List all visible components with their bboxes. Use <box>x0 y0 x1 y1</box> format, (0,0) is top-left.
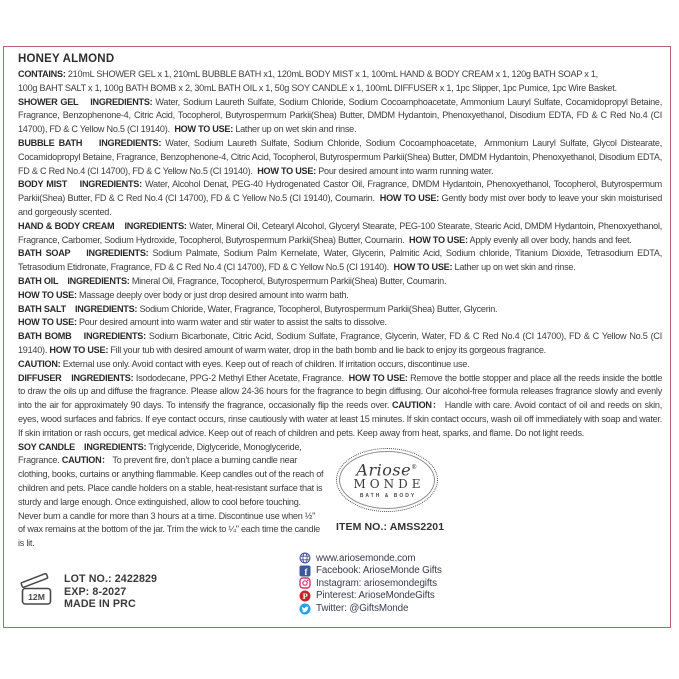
soy-candle-section <box>18 441 324 551</box>
label-section-paragraph: BUBBLE BATH INGREDIENTS: Water, Sodium Laureth Sulfate, Sodium Chloride, Sodium Cocoamphoacetate, Ammonium Lauryl Sulfate, Glycol Distearate, Cocamidopropyl Betaine, Fragrance, Benzophenone-4, Citric Acid, Tocopherol, Butyrospermum Parkii(Shea) Butter, DMDM Hydantoin, Phenoxyethanol, Disodium EDTA, FD & C Red No.4 (CI 14700), FD & C Yellow No.5 (CI 19140). HOW TO USE: Pour desired amount into warm running water. <box>18 137 663 176</box>
twitter-handle: Twitter: @GiftsMonde <box>316 603 409 615</box>
label-section-paragraph: SHOWER GEL INGREDIENTS: Water, Sodium Laureth Sulfate, Sodium Chloride, Sodium Cocoamphoacetate, Ammonium Lauryl Sulfate, Cocamidopropyl Betaine, Fragrance, Benzophenone-4, Citric Acid, Tocopherol, Butyrospermum Parkii(Shea) Butter, DMDM Hydantoin, Phenoxyethanol, Disodium EDTA, FD & C Red No.4 (CI 14700), FD & C Yellow No.5 (CI 19140). HOW TO USE: Lather up on wet skin and rinse. <box>18 96 662 135</box>
product-label <box>3 46 671 628</box>
social-links <box>299 552 442 615</box>
globe-icon <box>299 552 311 564</box>
soy-candle-row <box>18 441 662 551</box>
instagram-row <box>299 577 442 590</box>
twitter-row <box>299 602 442 615</box>
label-section-paragraph: HOW TO USE: Massage deeply over body or just drop desired amount into warm bath. <box>18 289 349 300</box>
label-section-paragraph: BATH SALT INGREDIENTS: Sodium Chloride, Water, Fragrance, Tocopherol, Butyrospermum Parkii(Shea) Butter, Glycerin. <box>18 303 498 314</box>
label-section-paragraph: CONTAINS: 210mL SHOWER GEL x 1, 210mL BUBBLE BATH x1, 120mL BODY MIST x 1, 100mL HAND & BODY CREAM x 1, 120g BATH SOAP x 1, 100g BAHT SALT x 1, 100g BATH BOMB x 2, 30mL BATH OIL x 1, 50g SOY CANDLE x 1, 100mL DIFFUSER x 1, 1pc Slipper, 1pc Pumice, 1pc Wire Basket. <box>18 69 617 93</box>
pinterest-handle: Pinterest: ArioseMondeGifts <box>316 590 435 602</box>
lot-number: LOT NO.: 2422829 <box>64 572 158 585</box>
website-row <box>299 552 442 565</box>
registered-mark: ® <box>411 464 418 472</box>
svg-text:f: f <box>304 566 308 577</box>
facebook-handle: Facebook: ArioseMonde Gifts <box>316 565 442 577</box>
label-section-paragraph: DIFFUSER INGREDIENTS: Isododecane, PPG-2 Methyl Ether Acetate, Fragrance. HOW TO USE: Remove the bottle stopper and place all the reeds inside the bottle to draw the oils up and diffuse the fragrance. Please allow 24-36 hours for the fragrance to begin diffusing. Our alcohol-free formula releases fragrance slowly and evenly into the air for approximately 90 days. To intensify the fragrance, occasionally flip the reeds over. CAUTION： Handle with care. Avoid contact of oil and reeds on skin, eyes, wood surfaces and fabrics. If eye contact occurs, rinse cautiously with water at least 15 minutes. If skin contact occurs, wash oil off immediately with soap and water. If skin irritation or rash occurs, get medical advice. Keep out of reach of children and pets. Keep away from heat, sparks, and flame. Do not light reeds. <box>18 372 663 438</box>
brand-logo <box>336 448 438 512</box>
twitter-icon <box>299 603 311 615</box>
brand-logo-tagline: BATH & BODY <box>359 492 417 499</box>
instagram-handle: Instagram: ariosemondegifts <box>316 577 437 589</box>
pao-12m-label: 12M <box>28 591 45 602</box>
item-number: ITEM NO.: AMSS2201 <box>336 520 445 533</box>
lot-block <box>18 573 157 611</box>
label-section-paragraph: BATH SOAP INGREDIENTS: Sodium Palmate, Sodium Palm Kernelate, Water, Glycerin, Palmitic Acid, Sodium chloride, Titanium Dioxide, Tetrasodium EDTA, Tetrasodium Etidronate, Fragrance, FD & C Red No.4 (CI 14700), FD & C Yellow No.5 (CI 19140). HOW TO USE: Lather up on wet skin and rinse. <box>18 248 662 273</box>
label-section-paragraph: HOW TO USE: Pour desired amount into warm water and stir water to assist the salts to dissolve. <box>18 317 387 328</box>
label-section-paragraph: BATH BOMB INGREDIENTS: Sodium Bicarbonate, Citric Acid, Sodium Sulfate, Fragrance, Glycerin, Water, FD & C Red No.4 (CI 14700), FD & C Yellow No.5 (CI 19140). HOW TO USE: Fill your tub with desired amount of warm water, drop in the bath bomb and lie back to enjoy its gorgeous fragrance. <box>18 331 662 355</box>
facebook-icon <box>299 565 311 577</box>
product-title: HONEY ALMOND <box>18 53 115 65</box>
facebook-row <box>299 564 442 577</box>
brand-logo-script <box>356 460 418 480</box>
made-in: MADE IN PRC <box>64 598 136 611</box>
expiry-date: EXP: 8-2027 <box>64 585 127 598</box>
label-section-paragraph: BATH OIL INGREDIENTS: Mineral Oil, Fragrance, Tocopherol, Butyrospermum Parkii(Shea) Butter, Coumarin. <box>18 275 447 286</box>
label-section-paragraph: HAND & BODY CREAM INGREDIENTS: Water, Mineral Oil, Cetearyl Alcohol, Glyceryl Stearate, PEG-100 Stearate, Stearic Acid, DMDM Hydantoin, Phenoxyethanol, Fragrance, Carbomer, Sodium Hydroxide, Tocopherol, Butyrospermum Parkii(Shea) Butter, Coumarin. HOW TO USE: Apply evenly all over body, hands and feet. <box>18 220 663 245</box>
brand-logo-name: MONDE <box>353 476 425 491</box>
bottom-row <box>18 552 662 618</box>
instagram-icon <box>299 577 311 589</box>
label-section-paragraph: BODY MIST INGREDIENTS: Water, Alcohol Denat, PEG-40 Hydrogenated Castor Oil, Fragrance, DMDM Hydantoin, Phenoxyethanol, Tocopherol, Butyrospermum Parkii(Shea) Butter, FD & C Red No.4 (CI 14700), FD & C Yellow No.5 (CI 19140), Coumarin. HOW TO USE: Gently body mist over body to leave your skin moisturised and gorgeously scented. <box>18 179 662 217</box>
pinterest-row <box>299 590 442 603</box>
pinterest-icon <box>299 590 311 602</box>
brand-column <box>324 441 662 533</box>
brand-name-script: Ariose <box>356 460 412 480</box>
label-section-paragraph: CAUTION: External use only. Avoid contact with eyes. Keep out of reach of children. If irritation occurs, discontinue use. <box>18 358 470 369</box>
pao-12m-icon <box>18 573 56 607</box>
website-url: www.ariosemonde.com <box>316 552 416 564</box>
ingredients-sections <box>18 68 662 441</box>
lot-info <box>64 573 157 611</box>
svg-text:P: P <box>302 592 308 602</box>
soy-candle-paragraph: SOY CANDLE INGREDIENTS: Triglyceride, Diglyceride, Monoglyceride, Fragrance. CAUTION： To prevent fire, don’t place a burning candle near clothing, books, curtains or anything flammable. Keep candles out of the reach of children and pets. Place candle holders on a stable, heat-resistant surface that is sturdy and large enough. Once extinguished, allow to cool before touching. Never burn a candle for more than 3 hours at a time. Discontinue use when ½" of wax remains at the bottom of the jar. Trim the wick to ¼" each time the candle is lit. <box>18 441 324 549</box>
